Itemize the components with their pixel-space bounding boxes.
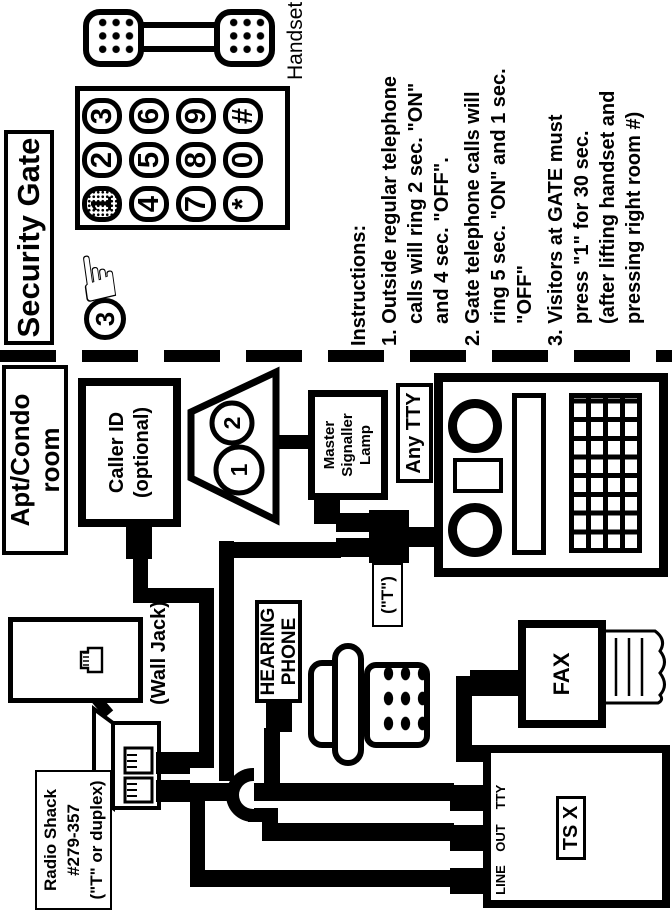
lamp-flash2-digit: 2 <box>219 416 245 430</box>
radio-shack-label <box>35 770 112 910</box>
tsx-port-tty: TTY <box>493 784 508 810</box>
security-gate-title <box>4 130 54 345</box>
t-plug-a <box>336 513 371 532</box>
phone-keypad-dots <box>380 663 430 739</box>
tsx-out-plug <box>450 825 487 851</box>
keypad-key-star: * <box>223 186 263 222</box>
lamp-flash1-digit: 1 <box>226 463 252 477</box>
instruction-3: 3. Visitors at GATE must press "1" for 30 sec. (after lifting handset and pressing right room #) <box>545 90 645 346</box>
master-line2: Signaller <box>339 413 356 477</box>
keypad-key-0: 0 <box>223 142 263 178</box>
instruction-1: 1. Outside regular telephone calls will ring 2 sec. "ON" and 4 sec. "OFF". <box>379 75 453 346</box>
t-adapter-body <box>369 510 409 563</box>
hearing-line1: HEARING <box>257 607 279 696</box>
callerid-plug <box>126 525 152 559</box>
tsx-tty-plug <box>450 785 487 811</box>
room-title-line1: Apt/Condo <box>5 393 35 527</box>
tty-display <box>512 393 546 555</box>
keypad-key-4: 4 <box>129 186 169 222</box>
tsx-port-out: OUT <box>493 824 508 852</box>
fax-plug <box>470 670 520 696</box>
tty-keyboard <box>569 393 642 553</box>
handset-label: Handset <box>284 1 307 80</box>
phone-handset <box>332 643 364 766</box>
fax-label: FAX <box>549 652 574 696</box>
radio-shack-line2: #279-357 <box>64 804 83 876</box>
t-plug-b <box>336 538 371 557</box>
t-adapter-label-text: ("T") <box>377 576 397 614</box>
wall-jack-label: (Wall Jack) <box>148 601 170 705</box>
any-tty-label <box>396 383 433 483</box>
keypad-key-6: 6 <box>129 98 169 134</box>
caller-id-line1: Caller ID <box>105 411 128 494</box>
pointing-hand-icon: ☞ <box>58 243 138 311</box>
rj11-jack-icon <box>76 643 104 677</box>
master-line3: Lamp <box>357 425 374 466</box>
hearing-line2: PHONE <box>278 617 300 686</box>
keypad-key-9: 9 <box>176 98 216 134</box>
tty-coupler-right <box>448 399 502 453</box>
keypad-key-hash: # <box>223 98 263 134</box>
tsx-label-text: TS X <box>559 805 582 851</box>
adapter-plug-right <box>156 752 190 774</box>
phone-plug <box>266 702 292 732</box>
tsx-port-line: LINE <box>493 865 508 895</box>
mouthpiece-holes <box>225 18 265 58</box>
security-gate-title-text: Security Gate <box>11 137 46 338</box>
tty-coupler-left <box>448 503 502 557</box>
keypad-key-7: 7 <box>176 186 216 222</box>
handset-earpiece <box>83 9 144 67</box>
instructions-block <box>346 2 647 346</box>
tty-indicator <box>453 458 503 493</box>
instruction-2: 2. Gate telephone calls will ring 5 sec. "ON" and 1 sec. "OFF" <box>462 68 536 346</box>
wall-jack-box <box>8 617 143 703</box>
keypad-key-8: 8 <box>176 142 216 178</box>
keypad-key-1: 1 <box>82 186 122 222</box>
fax-paper <box>600 631 665 703</box>
any-tty-text: Any TTY <box>403 392 425 474</box>
caller-id-line2: (optional) <box>130 406 153 499</box>
room-title <box>2 365 68 555</box>
master-line1: Master <box>321 420 338 470</box>
handset-mouthpiece <box>214 9 275 67</box>
instructions-heading: Instructions: <box>348 224 370 346</box>
handset-grip <box>130 22 225 52</box>
adapter-plug-left <box>156 780 190 802</box>
tsx-label-box <box>556 796 586 860</box>
keypad-key-5: 5 <box>129 142 169 178</box>
radio-shack-line3: ("T" or duplex) <box>87 780 106 900</box>
keypad-key-3: 3 <box>82 98 122 134</box>
t-adapter-label <box>372 563 403 627</box>
master-signaller-box <box>308 390 388 500</box>
room-title-line2: room <box>35 427 65 493</box>
tsx-line-plug <box>450 868 487 894</box>
earpiece-holes <box>94 18 134 58</box>
caller-id-box <box>78 378 181 527</box>
step-3-digit: 3 <box>89 311 120 327</box>
radio-shack-line1: Radio Shack <box>41 788 60 892</box>
fax-box <box>518 620 606 728</box>
keypad-key-2: 2 <box>82 142 122 178</box>
hearing-phone-label <box>255 600 302 703</box>
